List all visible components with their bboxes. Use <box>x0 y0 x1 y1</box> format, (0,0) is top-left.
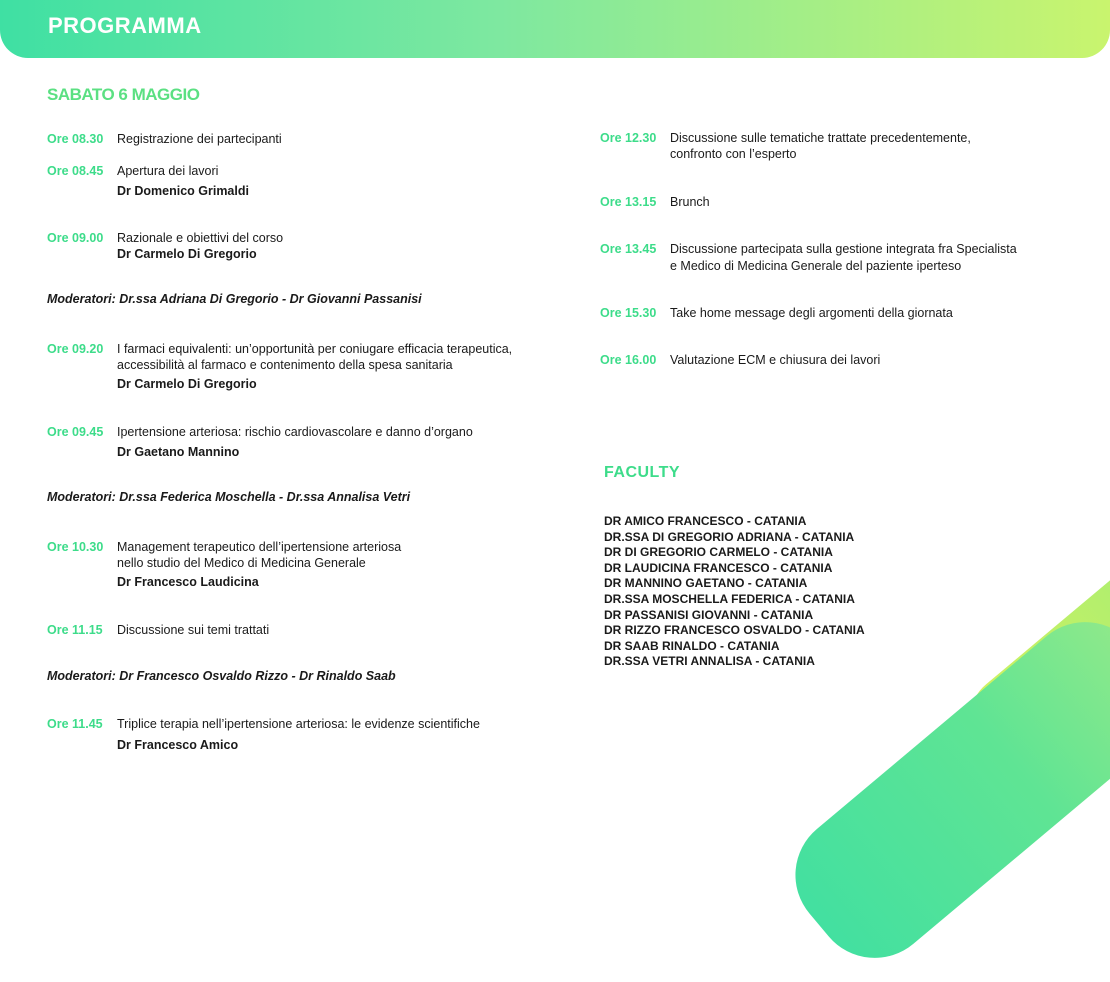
faculty-title: FACULTY <box>604 464 681 481</box>
schedule-description-line2: e Medico di Medicina Generale del paziente iperteso <box>670 259 962 273</box>
schedule-description: Razionale e obiettivi del corso <box>117 231 284 245</box>
schedule-description-line2: accessibilità al farmaco e contenimento della spesa sanitaria <box>117 358 453 372</box>
schedule-time: Ore 16.00 <box>600 353 657 367</box>
faculty-list <box>604 514 865 670</box>
header-banner <box>0 0 1110 58</box>
schedule-description: Discussione sui temi trattati <box>117 623 270 637</box>
schedule-description: Discussione partecipata sulla gestione integrata fra Specialista <box>670 242 1017 256</box>
moderators-line: Moderatori: Dr.ssa Adriana Di Gregorio - Dr Giovanni Passanisi <box>47 292 422 306</box>
schedule-time: Ore 11.15 <box>47 623 103 637</box>
schedule-description: Registrazione dei partecipanti <box>117 132 282 146</box>
schedule-description: Apertura dei lavori <box>117 164 219 178</box>
schedule-description: Triplice terapia nell’ipertensione arteriosa: le evidenze scientifiche <box>117 717 480 731</box>
schedule-description: Ipertensione arteriosa: rischio cardiovascolare e danno d’organo <box>117 425 473 439</box>
schedule-time: Ore 08.45 <box>47 164 104 178</box>
moderators-line: Moderatori: Dr.ssa Federica Moschella - Dr.ssa Annalisa Vetri <box>47 490 411 504</box>
faculty-member: DR AMICO FRANCESCO - CATANIA <box>604 514 807 528</box>
schedule-description: Brunch <box>670 195 710 209</box>
schedule-description-line2: nello studio del Medico di Medicina Generale <box>117 556 366 570</box>
schedule-time: Ore 12.30 <box>600 131 657 145</box>
faculty-member: DR LAUDICINA FRANCESCO - CATANIA <box>604 560 833 575</box>
schedule-description: I farmaci equivalenti: un’opportunità per coniugare efficacia terapeutica, <box>117 342 513 356</box>
schedule-time: Ore 15.30 <box>600 306 657 320</box>
faculty-member: DR PASSANISI GIOVANNI - CATANIA <box>604 607 814 622</box>
faculty-member: DR SAAB RINALDO - CATANIA <box>604 638 780 653</box>
faculty-member: DR.SSA VETRI ANNALISA - CATANIA <box>604 654 815 669</box>
faculty-member: DR DI GREGORIO CARMELO - CATANIA <box>604 545 833 560</box>
schedule-description: Take home message degli argomenti della giornata <box>670 306 953 320</box>
schedule-speaker: Dr Francesco Laudicina <box>117 575 259 589</box>
schedule-description: Management terapeutico dell’ipertensione arteriosa <box>117 540 402 554</box>
schedule-time: Ore 13.15 <box>600 195 657 209</box>
faculty-member: DR.SSA MOSCHELLA FEDERICA - CATANIA <box>604 591 855 606</box>
schedule-speaker: Dr Francesco Amico <box>117 738 239 752</box>
faculty-member: DR.SSA DI GREGORIO ADRIANA - CATANIA <box>604 529 855 544</box>
schedule-time: Ore 13.45 <box>600 242 657 256</box>
schedule-speaker: Dr Gaetano Mannino <box>117 445 240 459</box>
schedule-speaker: Dr Carmelo Di Gregorio <box>117 377 257 391</box>
schedule-description: Valutazione ECM e chiusura dei lavori <box>670 353 881 367</box>
schedule-speaker: Dr Carmelo Di Gregorio <box>117 247 257 261</box>
day-title: SABATO 6 MAGGIO <box>47 85 200 104</box>
schedule-time: Ore 11.45 <box>47 717 103 731</box>
page-title: PROGRAMMA <box>48 13 202 38</box>
schedule-time: Ore 09.00 <box>47 231 104 245</box>
schedule-time: Ore 09.45 <box>47 425 104 439</box>
schedule-time: Ore 08.30 <box>47 132 104 146</box>
faculty-member: DR RIZZO FRANCESCO OSVALDO - CATANIA <box>604 623 865 638</box>
schedule-description-line2: confronto con l’esperto <box>670 147 797 161</box>
schedule-time: Ore 09.20 <box>47 342 104 356</box>
schedule-time: Ore 10.30 <box>47 540 104 554</box>
moderators-line: Moderatori: Dr Francesco Osvaldo Rizzo - Dr Rinaldo Saab <box>47 669 396 683</box>
schedule-speaker: Dr Domenico Grimaldi <box>117 184 249 198</box>
faculty-member: DR MANNINO GAETANO - CATANIA <box>604 576 808 591</box>
schedule-description: Discussione sulle tematiche trattate precedentemente, <box>670 131 971 145</box>
